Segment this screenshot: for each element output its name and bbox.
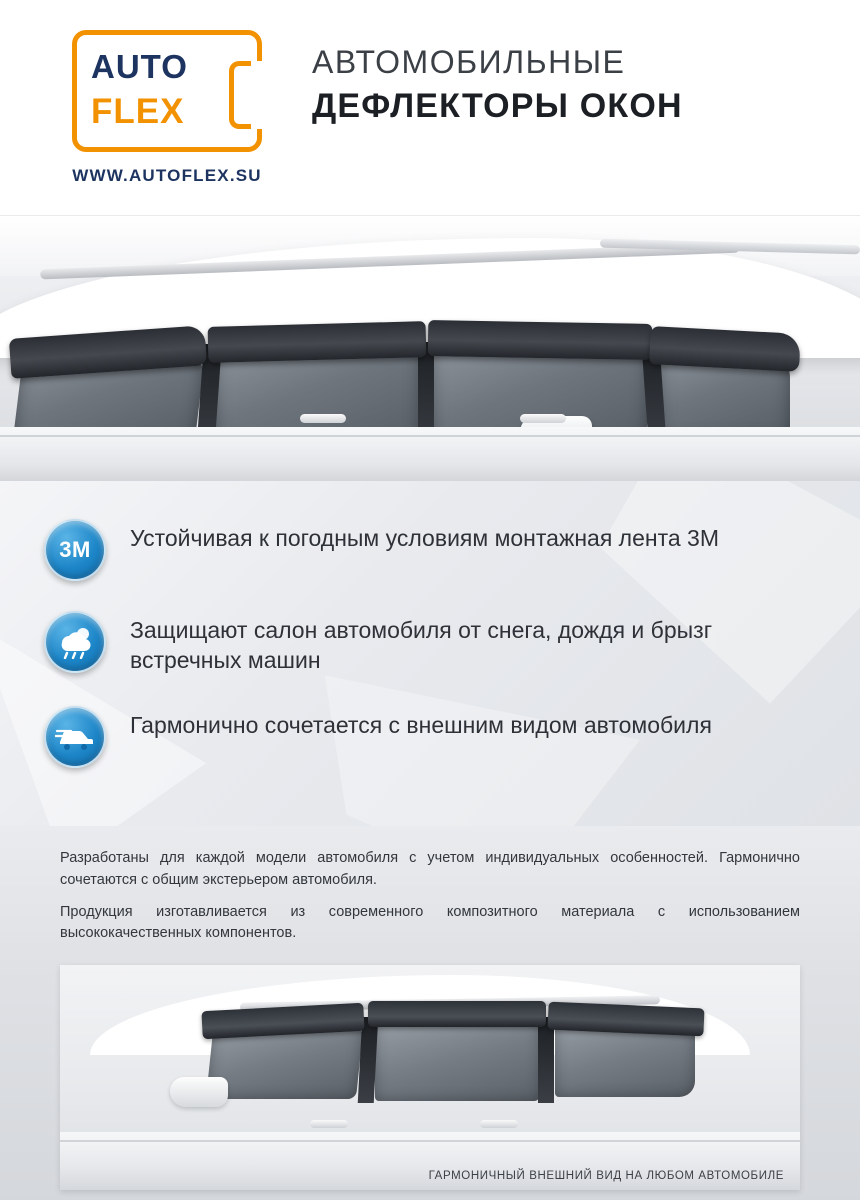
feature-text: Гармонично сочетается с внешним видом автомобиля	[130, 711, 712, 738]
features-section	[0, 481, 860, 826]
window-deflector-third	[428, 320, 653, 360]
feature-text: Устойчивая к погодным условиям монтажная лента 3M	[130, 525, 719, 551]
door-handle-rear	[520, 414, 566, 423]
website-url[interactable]: WWW.AUTOFLEX.SU	[72, 166, 262, 185]
header	[0, 0, 860, 216]
brand-logo[interactable]	[42, 30, 292, 186]
bottom-window-second	[375, 1017, 540, 1101]
bottom-door-handle-rear	[480, 1120, 518, 1128]
bottom-car-photo	[60, 965, 800, 1190]
hero-photo	[0, 216, 860, 481]
logo-top-word: AUTO	[91, 48, 188, 85]
page-subtitle: АВТОМОБИЛЬНЫЕ	[312, 44, 626, 80]
logo-frame	[72, 30, 262, 152]
bottom-pillar-c	[538, 1017, 554, 1103]
weather-rain-sun-icon	[44, 611, 106, 673]
3m-tape-icon	[44, 519, 106, 581]
feature-item	[44, 706, 816, 768]
bottom-deflector-second	[368, 1001, 546, 1027]
window-deflector-second	[208, 321, 427, 363]
photo-caption: ГАРМОНИЧНЫЙ ВНЕШНИЙ ВИД НА ЛЮБОМ АВТОМОБИЛЕ	[428, 1170, 784, 1182]
feature-text: Защищают салон автомобиля от снега, дождя и брызг встречных машин	[130, 617, 713, 674]
car-airflow-icon	[44, 706, 106, 768]
feature-item	[44, 611, 816, 676]
window-deflector-rear	[649, 326, 801, 372]
bottom-door-handle-front	[310, 1120, 348, 1128]
bottom-side-mirror	[170, 1077, 228, 1107]
description-paragraph-1: Разработаны для каждой модели автомобиля с учетом индивидуальных особенностей. Гармонично сочетаются с общим экстерьером автомобиля.	[60, 850, 800, 888]
description-section	[0, 826, 860, 965]
header-titles	[312, 44, 840, 126]
feature-item	[44, 519, 816, 581]
bottom-photo-section	[0, 965, 860, 1200]
logo-bottom-word: FLEX	[91, 92, 185, 131]
bottom-body-crease-line	[60, 1140, 800, 1142]
description-paragraph-2: Продукция изготавливается из современного композитного материала с использованием высококачественных компонентов.	[60, 903, 800, 942]
3m-tape-icon-label: 3M	[59, 537, 91, 562]
car-body-crease-line	[0, 435, 860, 437]
door-handle-front	[300, 414, 346, 423]
page-title: ДЕФЛЕКТОРЫ ОКОН	[312, 86, 683, 125]
logo-frame-notch	[229, 61, 263, 129]
